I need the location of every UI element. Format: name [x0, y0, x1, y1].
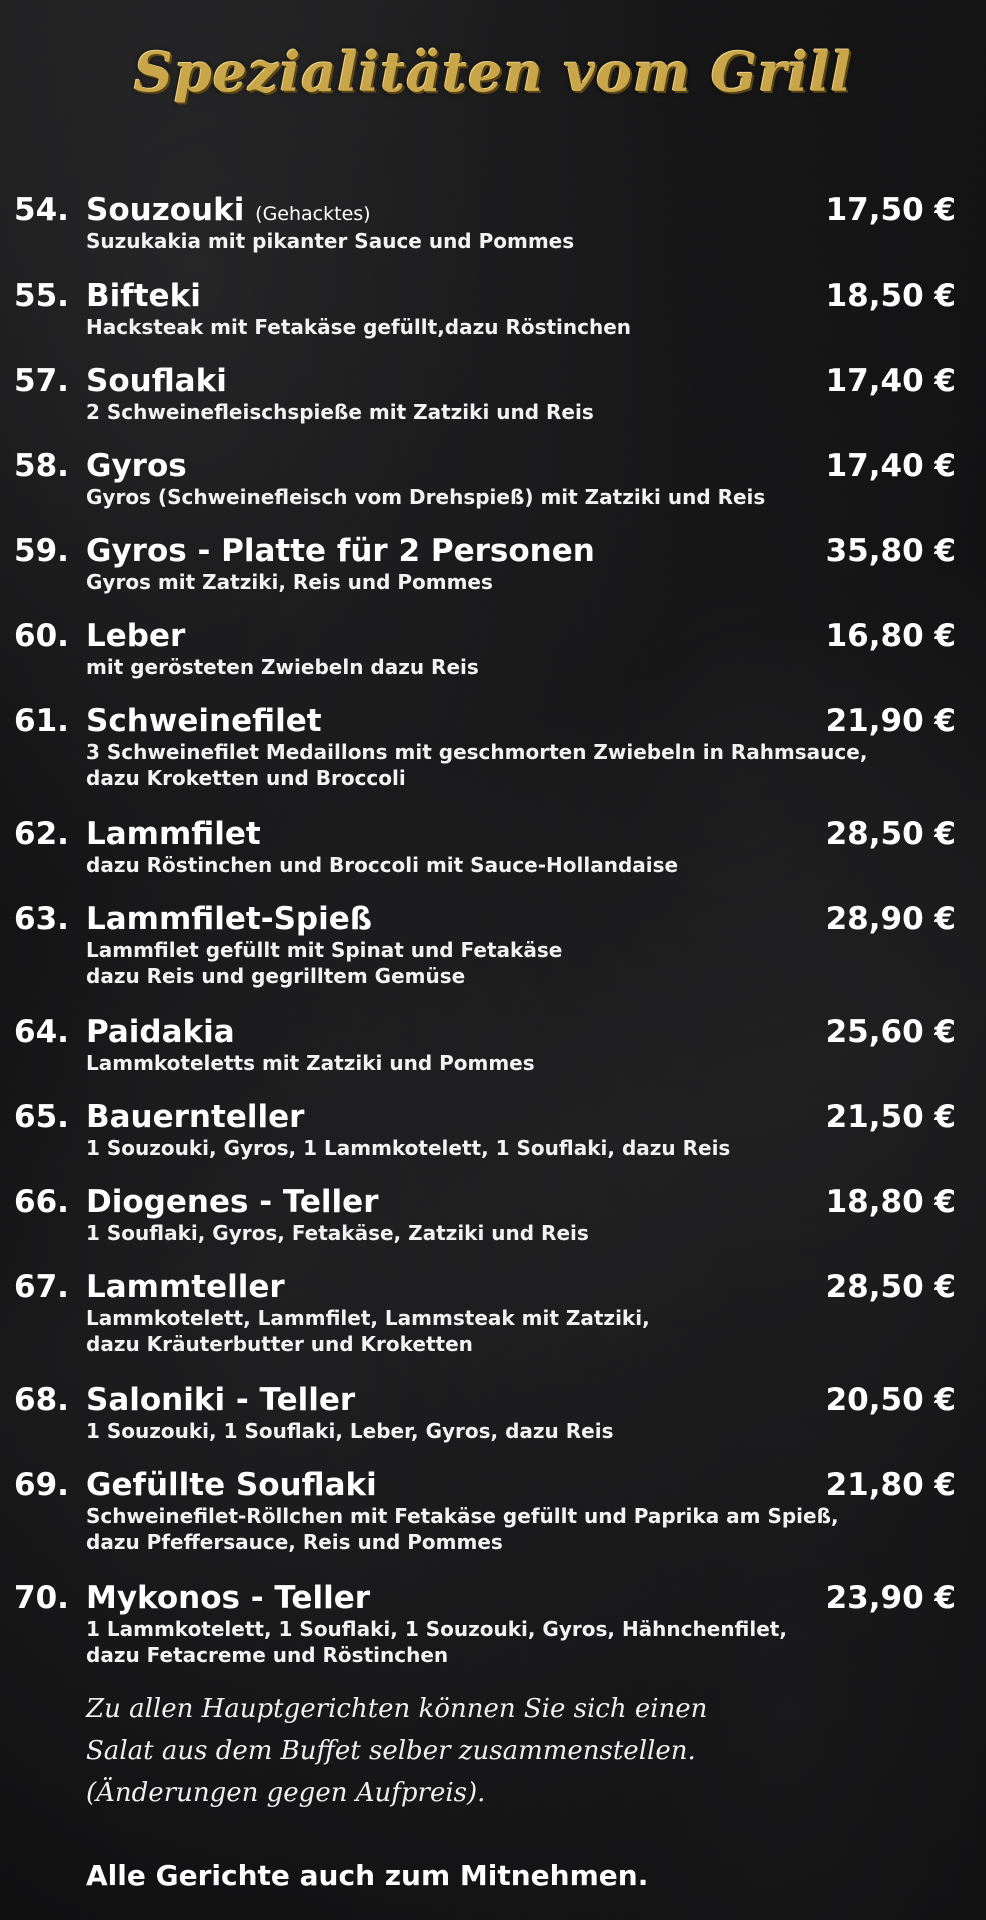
salad-buffet-note-line: Zu allen Hauptgerichten können Sie sich einen: [86, 1694, 708, 1724]
menu-item-description-line: Lammkoteletts mit Zatziki und Pommes: [86, 1051, 535, 1075]
menu-item-description: [86, 1050, 886, 1076]
menu-item-name-row: [86, 901, 372, 937]
menu-item-number: 57.: [14, 363, 69, 399]
menu-item-description-line: Hacksteak mit Fetakäse gefüllt,dazu Röstinchen: [86, 315, 632, 339]
menu-item-number: 70.: [14, 1580, 69, 1616]
salad-buffet-note: [86, 1688, 886, 1814]
menu-item-description-line: dazu Kräuterbutter und Kroketten: [86, 1332, 473, 1356]
menu-item-description-line: dazu Kroketten und Broccoli: [86, 766, 406, 790]
menu-item-name: Bifteki: [86, 278, 201, 314]
menu-item-description: [86, 1616, 886, 1668]
menu-item-price: 17,40 €: [825, 448, 956, 484]
menu-item-price: 21,90 €: [825, 703, 956, 739]
menu-item-price: 20,50 €: [825, 1382, 956, 1418]
menu-item-price: 35,80 €: [825, 533, 956, 569]
menu-item-number: 68.: [14, 1382, 69, 1418]
menu-item-name: Saloniki - Teller: [86, 1382, 356, 1418]
menu-item-name-row: [86, 703, 322, 739]
menu-item-description-line: 1 Lammkotelett, 1 Souflaki, 1 Souzouki, Gyros, Hähnchenfilet,: [86, 1617, 787, 1641]
menu-item-description: [86, 1220, 886, 1246]
menu-item-name: Bauernteller: [86, 1099, 305, 1135]
menu-item-description-line: Suzukakia mit pikanter Sauce und Pommes: [86, 229, 575, 253]
menu-item-description: [86, 399, 886, 425]
menu-item-description-line: Lammfilet gefüllt mit Spinat und Fetakäse: [86, 938, 563, 962]
menu-item-name: Gyros: [86, 448, 187, 484]
menu-item-name: Leber: [86, 618, 186, 654]
menu-item-description: [86, 937, 886, 989]
menu-item-number: 61.: [14, 703, 69, 739]
menu-item-description: [86, 1135, 886, 1161]
menu-item-description: [86, 314, 886, 340]
menu-item-number: 66.: [14, 1184, 69, 1220]
menu-item-description: [86, 1305, 886, 1357]
menu-item-name-row: [86, 1580, 370, 1616]
menu-item-name-row: [86, 618, 185, 654]
menu-item-price: 18,80 €: [825, 1184, 956, 1220]
menu-item-name-row: [86, 1184, 379, 1220]
menu-item-description: [86, 569, 886, 595]
salad-buffet-note-line: Salat aus dem Buffet selber zusammenstellen.: [86, 1736, 696, 1766]
menu-item-description-line: Gyros mit Zatziki, Reis und Pommes: [86, 570, 493, 594]
menu-item-price: 17,40 €: [825, 363, 956, 399]
menu-item-description-line: Schweinefilet-Röllchen mit Fetakäse gefüllt und Paprika am Spieß,: [86, 1504, 839, 1528]
menu-item-number: 64.: [14, 1014, 69, 1050]
menu-item-description: [86, 739, 886, 791]
salad-buffet-note-line: (Änderungen gegen Aufpreis).: [86, 1778, 486, 1808]
menu-item-name: Schweinefilet: [86, 703, 322, 739]
menu-item-price: 28,50 €: [825, 1269, 956, 1305]
menu-item-description-line: 1 Souzouki, 1 Souflaki, Leber, Gyros, dazu Reis: [86, 1419, 614, 1443]
menu-item-name: Gefüllte Souflaki: [86, 1467, 377, 1503]
menu-item-price: 16,80 €: [825, 618, 956, 654]
menu-item-description-line: Gyros (Schweinefleisch vom Drehspieß) mit Zatziki und Reis: [86, 485, 766, 509]
menu-item-description-line: mit gerösteten Zwiebeln dazu Reis: [86, 655, 479, 679]
menu-item-name-row: [86, 192, 371, 232]
menu-item-price: 28,50 €: [825, 816, 956, 852]
menu-item-name: Mykonos - Teller: [86, 1580, 371, 1616]
menu-item-name: Lammteller: [86, 1269, 285, 1305]
menu-item-description: [86, 1503, 886, 1555]
menu-item-name-row: [86, 533, 595, 569]
menu-item-description: [86, 228, 886, 254]
menu-item-number: 60.: [14, 618, 69, 654]
menu-item-description-line: 1 Souzouki, Gyros, 1 Lammkotelett, 1 Souflaki, dazu Reis: [86, 1136, 731, 1160]
menu-item-price: 21,80 €: [825, 1467, 956, 1503]
menu-item-name-row: [86, 1467, 377, 1503]
menu-item-name-row: [86, 278, 201, 314]
menu-item-description: [86, 852, 886, 878]
menu-item-number: 58.: [14, 448, 69, 484]
menu-item-description-line: 3 Schweinefilet Medaillons mit geschmorten Zwiebeln in Rahmsauce,: [86, 740, 868, 764]
menu-item-description-line: dazu Pfeffersauce, Reis und Pommes: [86, 1530, 503, 1554]
menu-item-description-line: Lammkotelett, Lammfilet, Lammsteak mit Zatziki,: [86, 1306, 650, 1330]
menu-item-description-line: dazu Röstinchen und Broccoli mit Sauce-Hollandaise: [86, 853, 679, 877]
menu-item-description-line: 2 Schweinefleischspieße mit Zatziki und Reis: [86, 400, 594, 424]
menu-item-description-line: 1 Souflaki, Gyros, Fetakäse, Zatziki und Reis: [86, 1221, 589, 1245]
menu-item-price: 28,90 €: [825, 901, 956, 937]
menu-item-name: Lammfilet: [86, 816, 261, 852]
menu-item-name: Lammfilet-Spieß: [86, 901, 373, 937]
menu-item-price: 25,60 €: [825, 1014, 956, 1050]
menu-item-description-line: dazu Reis und gegrilltem Gemüse: [86, 964, 466, 988]
menu-item-name-row: [86, 1014, 235, 1050]
menu-item-number: 54.: [14, 192, 69, 228]
menu-item-number: 67.: [14, 1269, 69, 1305]
menu-title: Spezialitäten vom Grill: [133, 40, 853, 104]
menu-item-description: [86, 484, 886, 510]
menu-item-name-row: [86, 1269, 285, 1305]
menu-item-price: 23,90 €: [825, 1580, 956, 1616]
menu-item-number: 65.: [14, 1099, 69, 1135]
menu-item-name: Diogenes - Teller: [86, 1184, 379, 1220]
takeaway-note: Alle Gerichte auch zum Mitnehmen.: [86, 1859, 649, 1892]
menu-item-name: Paidakia: [86, 1014, 235, 1050]
menu-item-price: 17,50 €: [825, 192, 956, 228]
menu-item-description: [86, 654, 886, 680]
menu-item-name: Souzouki: [86, 192, 245, 228]
menu-item-note: (Gehacktes): [255, 203, 371, 225]
menu-item-price: 21,50 €: [825, 1099, 956, 1135]
menu-item-description-line: dazu Fetacreme und Röstinchen: [86, 1643, 449, 1667]
menu-item-name-row: [86, 816, 261, 852]
menu-item-number: 59.: [14, 533, 69, 569]
menu-item-name-row: [86, 1382, 355, 1418]
menu-item-description: [86, 1418, 886, 1444]
menu-item-name: Souflaki: [86, 363, 227, 399]
menu-item-name-row: [86, 448, 187, 484]
menu-item-number: 62.: [14, 816, 69, 852]
menu-item-number: 63.: [14, 901, 69, 937]
menu-item-name-row: [86, 1099, 304, 1135]
menu-item-name-row: [86, 363, 227, 399]
menu-item-number: 55.: [14, 278, 69, 314]
menu-item-price: 18,50 €: [825, 278, 956, 314]
menu-item-number: 69.: [14, 1467, 69, 1503]
menu-item-name: Gyros - Platte für 2 Personen: [86, 533, 595, 569]
